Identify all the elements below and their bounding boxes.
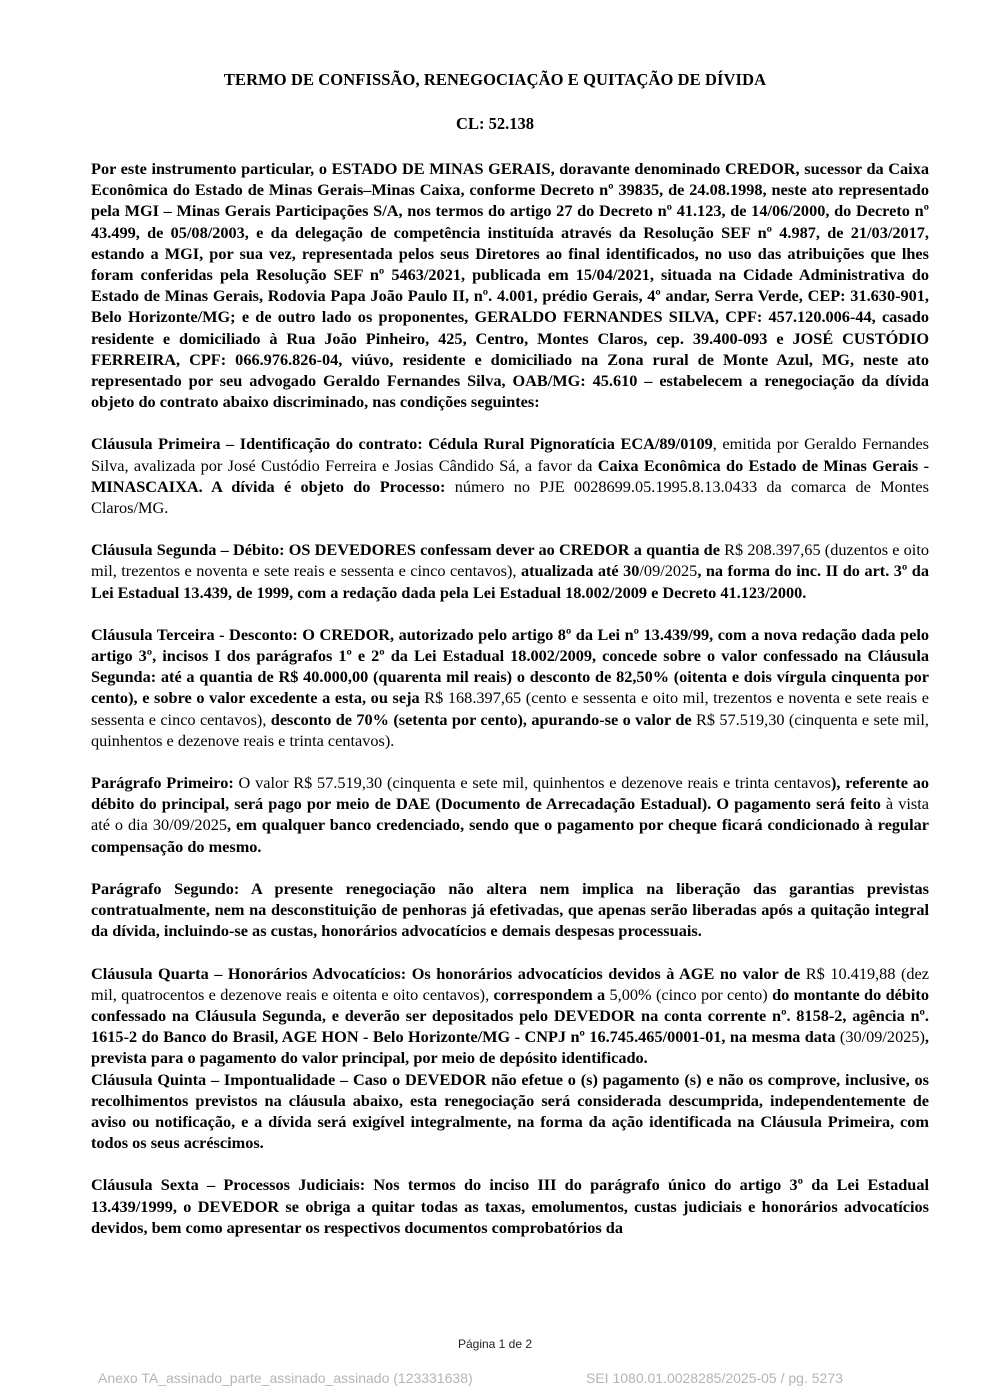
document-title: TERMO DE CONFISSÃO, RENEGOCIAÇÃO E QUITAÇÃO DE DÍVIDA (223, 70, 767, 89)
intro-paragraph: Por este instrumento particular, o ESTADO DE MINAS GERAIS, doravante denominado CREDOR, sucessor da Caixa Econômica do Estado de Minas Gerais–Minas Caixa, conforme Decreto nº 39835, de 24.08.1998, neste ato representado pela MGI – Minas Gerais Participações S/A, nos termos do artigo 27 do Decreto nº 41.123, de 14/06/2000, do Decreto nº 43.499, de 05/08/2003, e da delegação de competência instituída através da Resolução SEF nº 4.987, de 21/03/2017, estando a MGI, por sua vez, representada pelos seus Diretores ao final identificados, no uso das atribuições que lhes foram conferidas pela Resolução SEF nº 5463/2021, publicada em 15/04/2021, situada na Cidade Administrativa do Estado de Minas Gerais, Rodovia Papa João Paulo II, nº. 4.001, prédio Gerais, 4º andar, Serra Verde, CEP: 31.630-901, Belo Horizonte/MG; e de outro lado os proponentes, GERALDO FERNANDES SILVA, CPF: 457.120.006-44, casado residente e domiciliado à Rua João Pinheiro, 425, Centro, Montes Claros, cep. 39.400-093 e JOSÉ CUSTÓDIO FERREIRA, CPF: 066.976.826-04, viúvo, residente e domiciliado na Zona rural de Monte Azul, MG, neste ato representado por seu advogado Geraldo Fernandes Silva, OAB/MG: 45.610 – estabelecem a renegociação da dívida objeto do contrato abaixo discriminado, nas condições seguintes: (91, 159, 929, 412)
watermark-attachment: Anexo TA_assinado_parte_assinado_assinado (123331638) (98, 1370, 473, 1386)
watermark-sei: SEI 1080.01.0028285/2025-05 / pg. 5273 (586, 1370, 843, 1386)
clause-third: Cláusula Terceira - Desconto: O CREDOR, autorizado pelo artigo 8º da Lei nº 13.439/99, com a nova redação dada pelo artigo 3º, incisos I dos parágrafos 1º e 2º da Lei Estadual 18.002/2009, concede sobre o valor confessado na Cláusula Segunda: até a quantia de R$ 40.000,00 (quarenta mil reais) o desconto de 82,50% (oitenta e dois vírgula cinquenta por cento), e sobre o valor excedente a esta, ou seja R$ 168.397,65 (cento e sessenta e oito mil, trezentos e noventa e sete reais e sessenta e cinco centavos), desconto de 70% (setenta por cento), apurando-se o valor de R$ 57.519,30 (cinquenta e sete mil, quinhentos e dezenove reais e trinta centavos). (91, 624, 929, 750)
clause-second: Cláusula Segunda – Débito: OS DEVEDORES confessam dever ao CREDOR a quantia de R$ 208.397,65 (duzentos e oito mil, trezentos e noventa e sete reais e sessenta e cinco centavos), atualizada até 30/09/2025, na forma do inc. II do art. 3º da Lei Estadual 13.439, de 1999, com a redação dada pela Lei Estadual 18.002/2009 e Decreto 41.123/2000. (91, 540, 929, 602)
contract-code: CL: 52.138 (456, 114, 534, 133)
paragraph-second: Parágrafo Segundo: A presente renegociação não altera nem implica na liberação das garantias previstas contratualmente, nem na desconstituição de penhoras já efetivadas, que apenas serão liberadas após a quitação integral da dívida, incluindo-se as custas, honorários advocatícios e demais despesas processuais. (91, 878, 929, 941)
paragraph-first: Parágrafo Primeiro: O valor R$ 57.519,30 (cinquenta e sete mil, quinhentos e dezenove reais e trinta centavos), referente ao débito do principal, será pago por meio de DAE (Documento de Arrecadação Estadual). O pagamento será feito à vista até o dia 30/09/2025, em qualquer banco credenciado, sendo que o pagamento por cheque ficará condicionado à regular compensação do mesmo. (91, 773, 930, 856)
clause-fifth: Cláusula Quinta – Impontualidade – Caso o DEVEDOR não efetue o (s) pagamento (s) e não os comprove, inclusive, os recolhimentos previstos na cláusula abaixo, esta renegociação será considerada descumprida, independentemente de aviso ou notificação, e a dívida será exigível integralmente, na forma da ação identificada na Cláusula Primeira, com todos os seus acréscimos. (91, 1069, 929, 1153)
clause-first: Cláusula Primeira – Identificação do contrato: Cédula Rural Pignoratícia ECA/89/0109, emitida por Geraldo Fernandes Silva, avalizada por José Custódio Ferreira e Josias Cândido Sá, a favor da Caixa Econômica do Estado de Minas Gerais - MINASCAIXA. A dívida é objeto do Processo: número no PJE 0028699.05.1995.8.13.0433 da comarca de Montes Claros/MG. (91, 434, 930, 518)
page-number: Página 1 de 2 (457, 1337, 533, 1351)
clause-sixth: Cláusula Sexta – Processos Judiciais: Nos termos do inciso III do parágrafo único do artigo 3º da Lei Estadual 13.439/1999, o DEVEDOR se obriga a quitar todas as taxas, emolumentos, custas judiciais e honorários advocatícios devidos, bem como apresentar os respectivos documentos comprobatórios da (91, 1175, 929, 1237)
document-body (91, 158, 929, 1259)
clause-fourth: Cláusula Quarta – Honorários Advocatícios: Os honorários advocatícios devidos à AGE no valor de R$ 10.419,88 (dez mil, quatrocentos e dezenove reais e oitenta e oito centavos), correspondem a 5,00% (cinco por cento) do montante do débito confessado na Cláusula Segunda, e deverão ser depositados pelo DEVEDOR na conta corrente nº. 8158-2, agência nº. 1615-2 do Banco do Brasil, AGE HON - Belo Horizonte/MG - CNPJ nº 16.745.465/0001-01, na mesma data (30/09/2025), prevista para o pagamento do valor principal, por meio de depósito identificado. (91, 963, 930, 1068)
